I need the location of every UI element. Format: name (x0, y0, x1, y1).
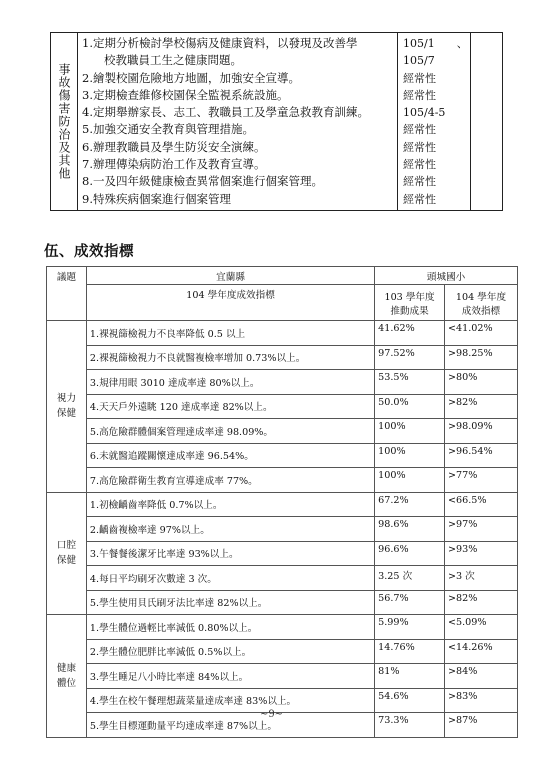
indicator-result: 97.52% (375, 345, 445, 370)
indicator-text: 4.每日平均刷牙次數達 3 次。 (86, 566, 374, 591)
header-school: 頭城國小 (375, 267, 518, 285)
indicator-result: 100% (375, 443, 445, 468)
indicator-target: >82% (444, 394, 517, 419)
indicator-text: 2.齲齒複檢率達 97%以上。 (86, 517, 374, 542)
indicator-text: 3.學生睡足八小時比率達 84%以上。 (86, 664, 374, 689)
indicator-text: 5.高危險群體個案管理達成率達 98.09%。 (86, 419, 374, 444)
header-topic: 議題 (47, 267, 87, 321)
indicator-target: >80% (444, 370, 517, 395)
header-result-line1: 103 學年度 (384, 291, 435, 303)
topic-cell (51, 33, 78, 211)
indicator-result: 50.0% (375, 394, 445, 419)
indicator-text: 4.天天戶外遠眺 120 達成率達 82%以上。 (86, 394, 374, 419)
indicator-text: 3.午餐餐後潔牙比率達 93%以上。 (86, 541, 374, 566)
schedule-line: 經常性 (403, 158, 436, 172)
indicator-result: 100% (375, 419, 445, 444)
indicator-text: 2.裸視篩檢視力不良就醫複檢率增加 0.73%以上。 (86, 345, 374, 370)
subheader-row (47, 285, 518, 321)
indicator-result: 100% (375, 468, 445, 493)
indicator-row (47, 492, 518, 517)
empty-cell (470, 33, 502, 211)
indicator-topic-label: 口腔 保健 (56, 540, 77, 567)
schedule-line: 經常性 (403, 192, 436, 206)
indicator-row (47, 370, 518, 395)
schedule-line: 經常性 (403, 140, 436, 154)
indicator-target: <14.26% (444, 639, 517, 664)
indicator-text: 5.學生目標運動量平均達成率達 87%以上。 (86, 713, 374, 738)
indicator-topic-label: 視力 保健 (56, 393, 77, 420)
indicator-text: 1.初檢齲齒率降低 0.7%以上。 (86, 492, 374, 517)
action-plan-table (50, 32, 503, 211)
header-county-sub: 104 學年度成效指標 (86, 285, 374, 321)
action-item-line: 3.定期檢查維修校園保全監視系統設施。 (82, 87, 289, 102)
indicator-target: >77% (444, 468, 517, 493)
header-county: 宜蘭縣 (86, 267, 374, 285)
indicator-row (47, 517, 518, 542)
indicator-target: <5.09% (444, 615, 517, 640)
action-item-line: 2.繪製校園危險地方地圖，加強安全宣導。 (82, 70, 300, 85)
indicator-target: >96.54% (444, 443, 517, 468)
indicator-target: >93% (444, 541, 517, 566)
indicator-row (47, 664, 518, 689)
indicator-text: 6.未就醫追蹤關懷達成率達 96.54%。 (86, 443, 374, 468)
action-item-line: 5.加強交通安全教育與管理措施。 (82, 122, 254, 137)
indicator-row (47, 590, 518, 615)
schedule-line: 105/7 (403, 54, 435, 68)
indicator-row (47, 615, 518, 640)
action-items-cell (78, 33, 398, 211)
header-row (47, 267, 518, 285)
indicator-target: >98.09% (444, 419, 517, 444)
indicator-row (47, 443, 518, 468)
indicator-result: 53.5% (375, 370, 445, 395)
indicator-result: 67.2% (375, 492, 445, 517)
indicator-row (47, 566, 518, 591)
page-number: ~9~ (259, 709, 284, 720)
indicator-target: >98.25% (444, 345, 517, 370)
indicator-result: 14.76% (375, 639, 445, 664)
indicator-target: >82% (444, 590, 517, 615)
header-target-line2: 成效指標 (461, 305, 501, 317)
action-item-line: 1.定期分析檢討學校傷病及健康資料，以發現及改善學 (82, 36, 358, 50)
indicator-row (47, 541, 518, 566)
indicator-topic (47, 321, 87, 493)
indicator-result: 56.7% (375, 590, 445, 615)
indicator-row (47, 321, 518, 346)
indicator-target: <66.5% (444, 492, 517, 517)
indicator-text: 2.學生體位肥胖比率減低 0.5%以上。 (86, 639, 374, 664)
header-target (444, 285, 517, 321)
indicator-result: 98.6% (375, 517, 445, 542)
schedule-line: 經常性 (403, 175, 436, 189)
indicators-table (46, 266, 518, 738)
schedule-line: 105/4-5 (403, 106, 446, 120)
indicator-row (47, 345, 518, 370)
indicator-row (47, 639, 518, 664)
indicator-result: 96.6% (375, 541, 445, 566)
indicator-result: 54.6% (375, 688, 445, 713)
indicator-topic-label: 健康 體位 (56, 662, 77, 689)
indicator-text: 1.裸視篩檢視力不良率降低 0.5 以上 (86, 321, 374, 346)
action-item-line: 4.定期舉辦家長、志工、教職員工及學童急救教育訓練。 (82, 105, 369, 120)
header-target-line1: 104 學年度 (455, 291, 507, 303)
action-item-line: 校教職員工生之健康問題。 (104, 53, 242, 68)
schedule-line: 經常性 (403, 71, 436, 85)
action-item-line: 7.辦理傳染病防治工作及教育宣導。 (82, 157, 266, 172)
topic-label: 事故傷害防治及其他 (57, 63, 71, 181)
schedule-cell (398, 33, 471, 211)
indicator-result: 5.99% (375, 615, 445, 640)
section-title: 伍、成效指標 (44, 244, 134, 260)
indicator-row (47, 419, 518, 444)
indicator-topic (47, 492, 87, 615)
indicator-text: 1.學生體位過輕比率減低 0.80%以上。 (86, 615, 374, 640)
indicator-result: 41.62% (375, 321, 445, 346)
action-item-line: 9.特殊疾病個案進行個案管理 (82, 191, 231, 206)
indicator-result: 81% (375, 664, 445, 689)
indicator-row (47, 394, 518, 419)
indicator-target: >97% (444, 517, 517, 542)
indicator-target: >84% (444, 664, 517, 689)
header-result (375, 285, 445, 321)
schedule-line: 105/1 、 (403, 37, 468, 50)
indicator-text: 3.規律用眼 3010 達成率達 80%以上。 (86, 370, 374, 395)
indicator-target: >3 次 (444, 566, 517, 591)
action-item-line: 6.辦理教職員及學生防災安全演練。 (82, 139, 266, 154)
indicator-result: 73.3% (375, 713, 445, 738)
indicator-result: 3.25 次 (375, 566, 445, 591)
indicator-text: 7.高危險群衛生教育宣導達成率 77%。 (86, 468, 374, 493)
schedule-line: 經常性 (403, 88, 436, 102)
schedule-line: 經常性 (403, 123, 436, 137)
indicator-text: 5.學生使用貝氏刷牙法比率達 82%以上。 (86, 590, 374, 615)
indicator-row (47, 468, 518, 493)
indicator-target: >87% (444, 713, 517, 738)
header-result-line2: 推動成果 (390, 305, 429, 317)
indicator-text: 4.學生在校午餐理想蔬菜量達成率達 83%以上。 (86, 688, 374, 713)
indicator-target: >83% (444, 688, 517, 713)
action-item-line: 8.一及四年級健康檢查異常個案進行個案管理。 (82, 174, 323, 189)
indicator-target: <41.02% (444, 321, 517, 346)
